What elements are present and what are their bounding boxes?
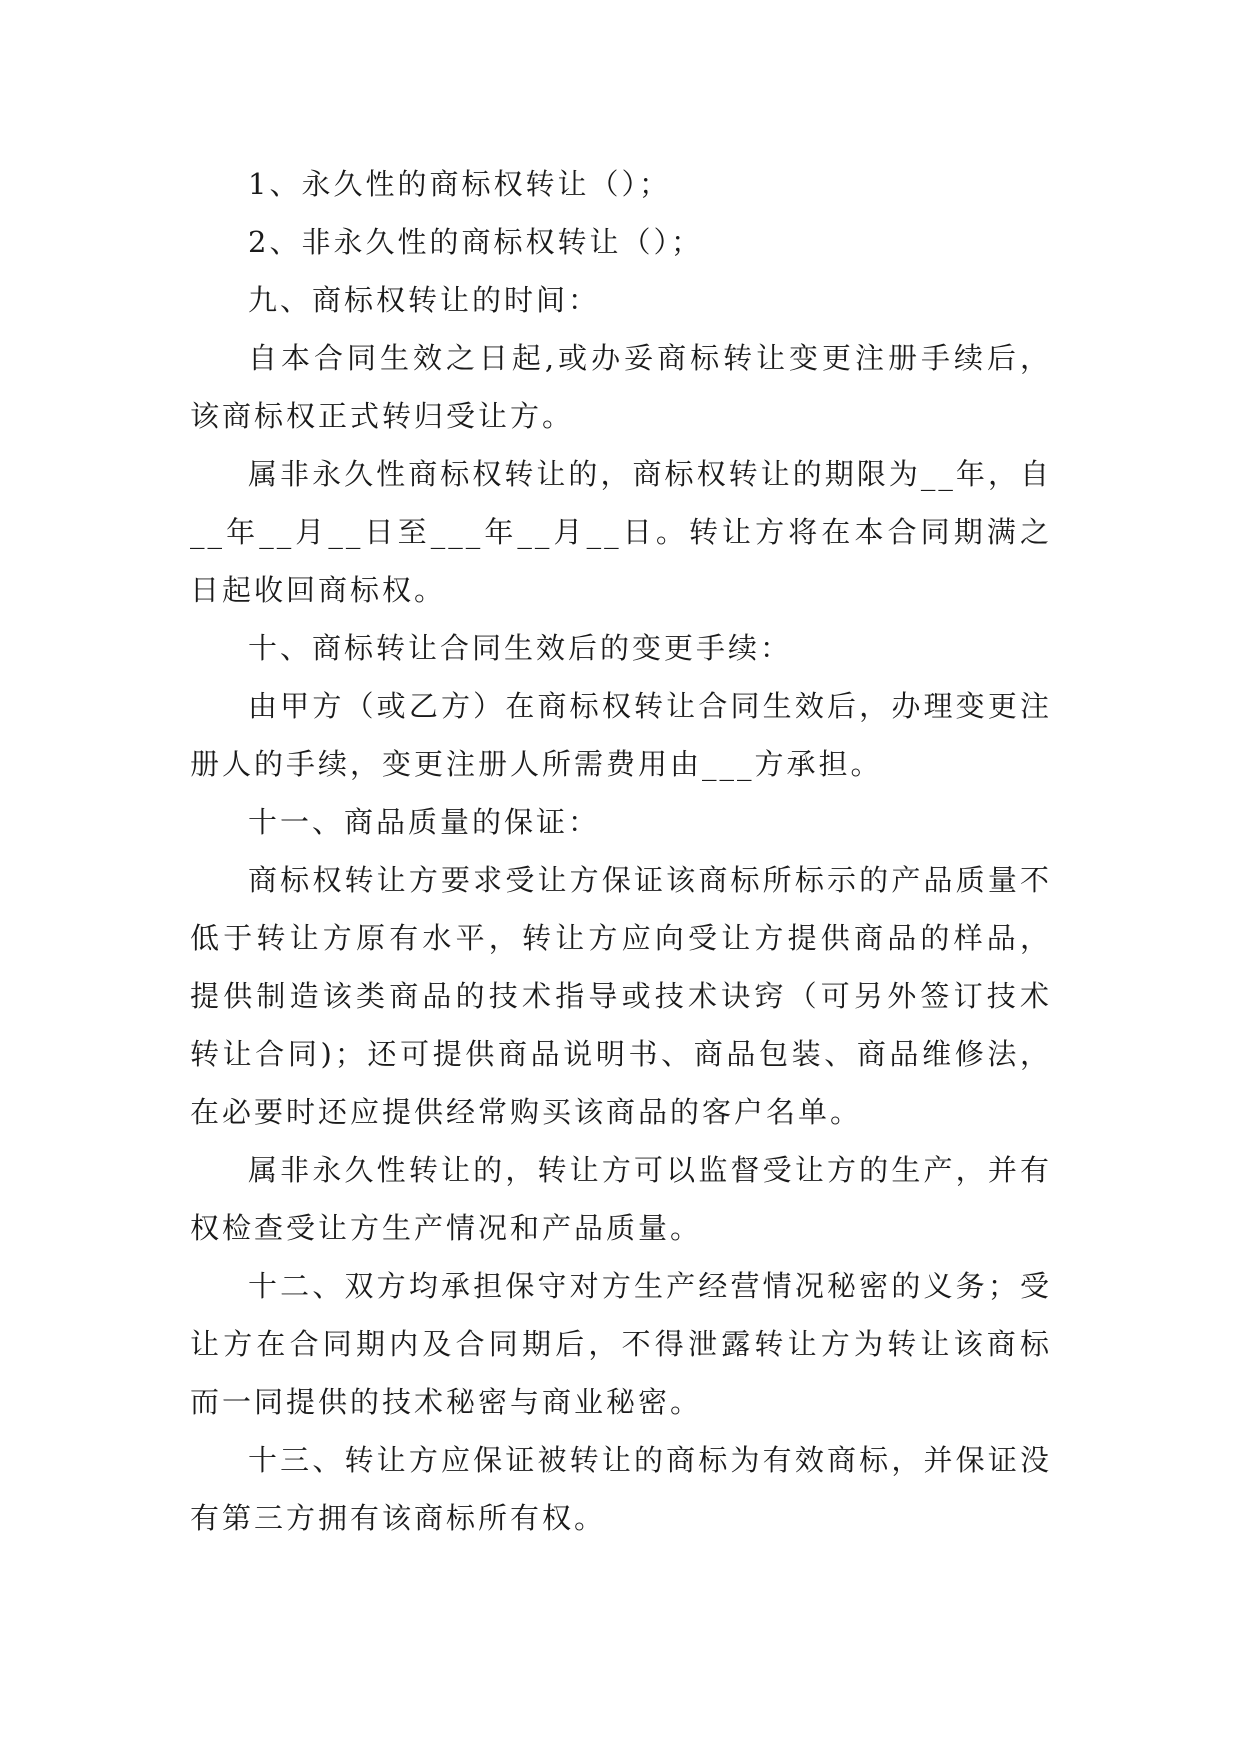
paragraph-quality-guarantee: 商标权转让方要求受让方保证该商标所标示的产品质量不低于转让方原有水平，转让方应向受让方提供商品的样品，提供制造该类商品的技术指导或技术诀窍（可另外签订技术转让合同)；还可提供商品说明书、商品包装、商品维修法，在必要时还应提供经常购买该商品的客户名单。: [190, 863, 1052, 1129]
section-heading-9: 九、商标权转让的时间：: [248, 283, 601, 317]
section-heading-10: 十、商标转让合同生效后的变更手续：: [248, 631, 793, 665]
paragraph-change-procedure: 由甲方（或乙方）在商标权转让合同生效后，办理变更注册人的手续，变更注册人所需费用由___方承担。: [190, 689, 1052, 781]
paragraph-transfer-time: 自本合同生效之日起,或办妥商标转让变更注册手续后，该商标权正式转归受让方。: [190, 341, 1052, 433]
paragraph-supervision: 属非永久性转让的，转让方可以监督受让方的生产，并有权检查受让方生产情况和产品质量。: [190, 1153, 1052, 1245]
section-13-validity: 十三、转让方应保证被转让的商标为有效商标，并保证没有第三方拥有该商标所有权。: [190, 1443, 1052, 1535]
section-12-confidentiality: 十二、双方均承担保守对方生产经营情况秘密的义务；受让方在合同期内及合同期后，不得泄露转让方为转让该商标而一同提供的技术秘密与商业秘密。: [190, 1269, 1052, 1419]
paragraph-clause-option-1: 1、永久性的商标权转让（）；: [248, 167, 671, 201]
paragraph-clause-option-2: 2、非永久性的商标权转让（）；: [248, 225, 703, 259]
document-body: [190, 155, 1052, 1547]
section-heading-11: 十一、商品质量的保证：: [248, 805, 601, 839]
paragraph-transfer-term: 属非永久性商标权转让的，商标权转让的期限为__年，自__年__月__日至___年__月__日。转让方将在本合同期满之日起收回商标权。: [190, 457, 1052, 607]
